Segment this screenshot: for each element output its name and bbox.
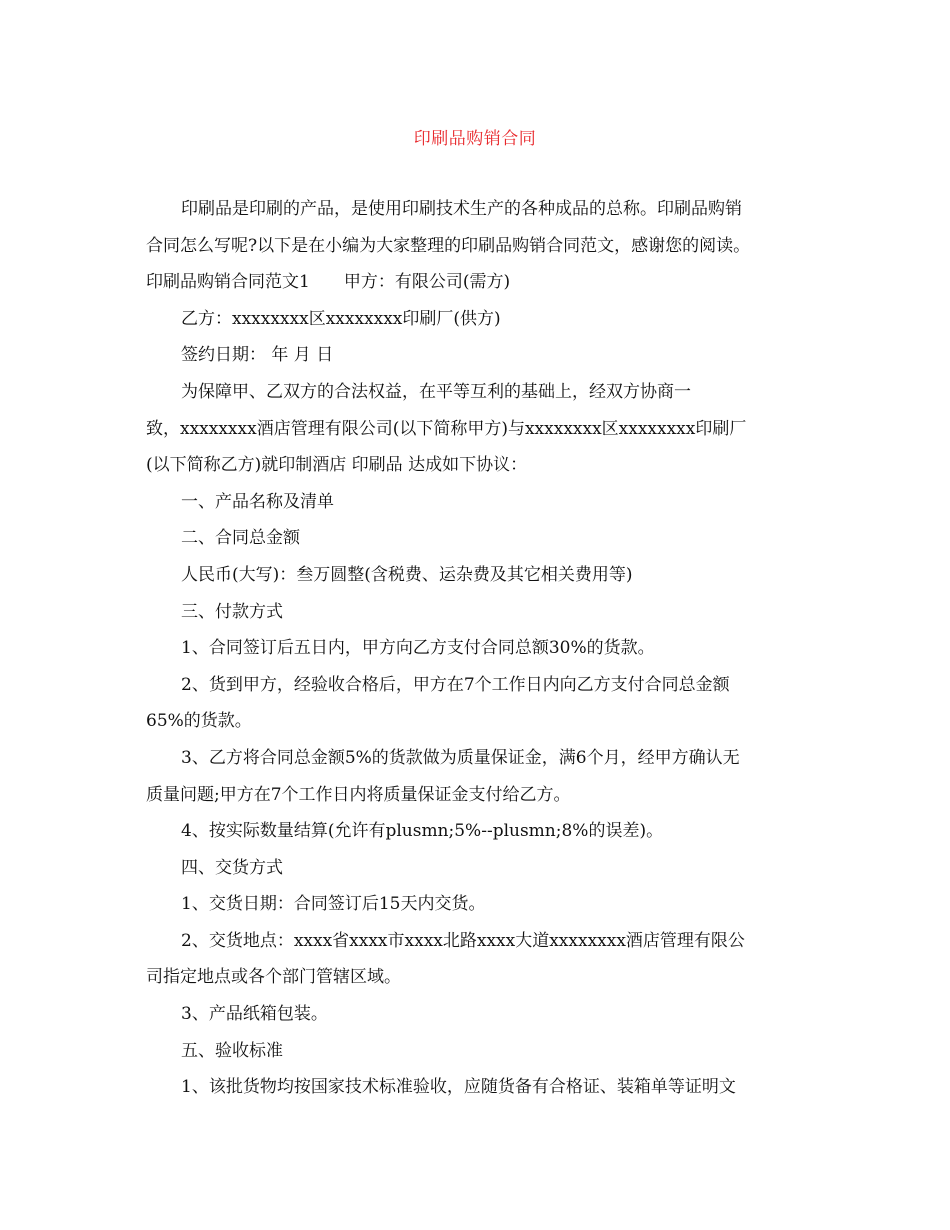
paragraph-line: 为保障甲、乙双方的合法权益，在平等互利的基础上，经双方协商一: [181, 381, 691, 402]
section-heading: 四、交货方式: [181, 857, 283, 878]
paragraph-line: 2、交货地点：xxxx省xxxx市xxxx北路xxxx大道xxxxxxxx酒店管理有限公: [181, 930, 745, 951]
section-heading: 五、验收标准: [181, 1040, 283, 1061]
paragraph-line: 1、合同签订后五日内，甲方向乙方支付合同总额30%的货款。: [181, 638, 655, 659]
paragraph-line: 65%的货款。: [146, 711, 252, 732]
paragraph-line: (以下简称乙方)就印制酒店 印刷品 达成如下协议：: [146, 455, 528, 476]
paragraph-line: 3、乙方将合同总金额5%的货款做为质量保证金，满6个月，经甲方确认无: [181, 747, 740, 768]
paragraph-line: 2、货到甲方，经验收合格后，甲方在7个工作日内向乙方支付合同总金额: [181, 674, 730, 695]
paragraph-line: 1、交货日期：合同签订后15天内交货。: [181, 894, 486, 915]
paragraph-line: 1、该批货物均按国家技术标准验收，应随货备有合格证、装箱单等证明文: [181, 1077, 736, 1098]
paragraph-line: 3、产品纸箱包装。: [181, 1004, 328, 1025]
section-heading: 三、付款方式: [181, 601, 283, 622]
paragraph-line: 印刷品购销合同范文1 甲方：有限公司(需方): [146, 272, 511, 293]
paragraph-line: 致，xxxxxxxx酒店管理有限公司(以下简称甲方)与xxxxxxxx区xxxxxxxx印刷厂: [146, 418, 747, 439]
paragraph-line: 4、按实际数量结算(允许有plusmn;5%--plusmn;8%的误差)。: [181, 821, 664, 842]
paragraph-line: 合同怎么写呢?以下是在小编为大家整理的印刷品购销合同范文，感谢您的阅读。: [146, 235, 751, 256]
section-heading: 一、产品名称及清单: [181, 491, 334, 512]
section-heading: 二、合同总金额: [181, 528, 300, 549]
paragraph-line: 印刷品是印刷的产品，是使用印刷技术生产的各种成品的总称。印刷品购销: [181, 199, 742, 219]
paragraph-line: 乙方：xxxxxxxx区xxxxxxxx印刷厂(供方): [181, 308, 501, 329]
paragraph-line: 质量问题;甲方在7个工作日内将质量保证金支付给乙方。: [146, 784, 571, 805]
paragraph-line: 人民币(大写)：叁万圆整(含税费、运杂费及其它相关费用等): [181, 564, 633, 585]
paragraph-line: 签约日期： 年 月 日: [181, 345, 334, 366]
document-title: 印刷品购销合同: [413, 129, 537, 149]
document-body: [146, 194, 810, 1109]
paragraph-line: 司指定地点或各个部门管辖区域。: [146, 967, 401, 988]
